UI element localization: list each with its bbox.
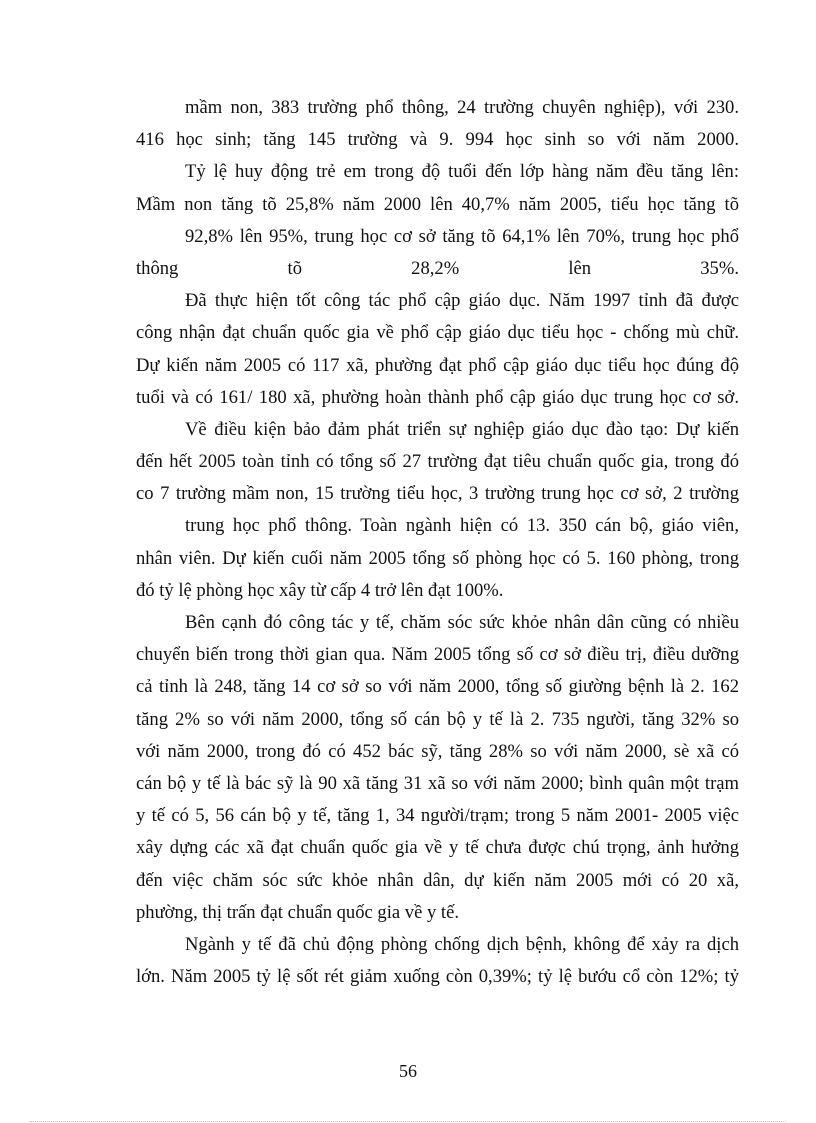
bottom-divider xyxy=(30,1121,786,1122)
text-line: tuổi và có 161/ 180 xã, phường hoàn thành phổ cập giáo dục trung học cơ sở. xyxy=(136,386,739,408)
text-line: Dự kiến năm 2005 có 117 xã, phường đạt phổ cập giáo dục tiểu học đúng độ xyxy=(136,354,739,376)
text-line: thông tõ 28,2% lên 35%. xyxy=(136,257,739,279)
text-line: y tế có 5, 56 cán bộ y tế, tăng 1, 34 người/trạm; trong 5 năm 2001- 2005 việc xyxy=(136,805,739,827)
text-line: Mầm non tăng tõ 25,8% năm 2000 lên 40,7% năm 2005, tiểu học tăng tõ xyxy=(136,193,739,215)
text-line: 416 học sinh; tăng 145 trường và 9. 994 học sinh so với năm 2000. xyxy=(136,129,739,151)
text-line: Bên cạnh đó công tác y tế, chăm sóc sức khỏe nhân dân cũng có nhiều xyxy=(185,612,739,633)
text-line: Về điều kiện bảo đảm phát triển sự nghiệp giáo dục đào tạo: Dự kiến xyxy=(185,418,739,440)
body-text xyxy=(136,92,739,993)
text-line: cán bộ y tế là bác sỹ là 90 xã tăng 31 xã so với năm 2000; bình quân một trạm xyxy=(136,772,739,794)
text-line: nhân viên. Dự kiến cuối năm 2005 tổng số phòng học có 5. 160 phòng, trong xyxy=(136,547,739,569)
text-line: phường, thị trấn đạt chuẩn quốc gia về y tế. xyxy=(136,901,460,923)
text-line: với năm 2000, trong đó có 452 bác sỹ, tăng 28% so với năm 2000, sè xã có xyxy=(136,740,739,762)
text-line: đến việc chăm sóc sức khỏe nhân dân, dự kiến năm 2005 mới có 20 xã, xyxy=(136,869,739,891)
text-line: lớn. Năm 2005 tỷ lệ sốt rét giảm xuống còn 0,39%; tỷ lệ bướu cổ còn 12%; tỷ xyxy=(136,966,739,988)
text-line: cả tỉnh là 248, tăng 14 cơ sở so với năm 2000, tổng số giường bệnh là 2. 162 xyxy=(136,676,739,698)
text-line: mầm non, 383 trường phổ thông, 24 trường chuyên nghiệp), với 230. xyxy=(185,97,739,118)
text-line: chuyển biến trong thời gian qua. Năm 2005 tổng số cơ sở điều trị, điều dưỡng xyxy=(136,644,739,666)
text-line: đến hết 2005 toàn tỉnh có tổng số 27 trường đạt tiêu chuẩn quốc gia, trong đó xyxy=(136,451,739,473)
text-line: trung học phổ thông. Toàn ngành hiện có 13. 350 cán bộ, giáo viên, xyxy=(185,515,739,537)
text-line: đó tỷ lệ phòng học xây từ cấp 4 trở lên đạt 100%. xyxy=(136,579,504,601)
text-line: xây dựng các xã đạt chuẩn quốc gia về y tế chưa được chú trọng, ảnh hưởng xyxy=(136,837,739,859)
text-line: co 7 trường mầm non, 15 trường tiểu học, 3 trường trung học cơ sở, 2 trường xyxy=(136,483,739,505)
text-line: Đã thực hiện tốt công tác phổ cập giáo dục. Năm 1997 tỉnh đã được xyxy=(185,290,739,312)
text-line: tăng 2% so với năm 2000, tổng số cán bộ y tế là 2. 735 người, tăng 32% so xyxy=(136,708,739,730)
text-line: công nhận đạt chuẩn quốc gia về phổ cập giáo dục tiểu học - chống mù chữ. xyxy=(136,322,739,344)
text-line: 92,8% lên 95%, trung học cơ sở tăng tõ 64,1% lên 70%, trung học phổ xyxy=(185,225,739,247)
text-line: Ngành y tế đã chủ động phòng chống dịch bệnh, không để xảy ra dịch xyxy=(185,933,739,955)
page-number: 56 xyxy=(399,1061,417,1081)
text-line: Tỷ lệ huy động trẻ em trong độ tuổi đến lớp hàng năm đều tăng lên: xyxy=(185,161,739,183)
